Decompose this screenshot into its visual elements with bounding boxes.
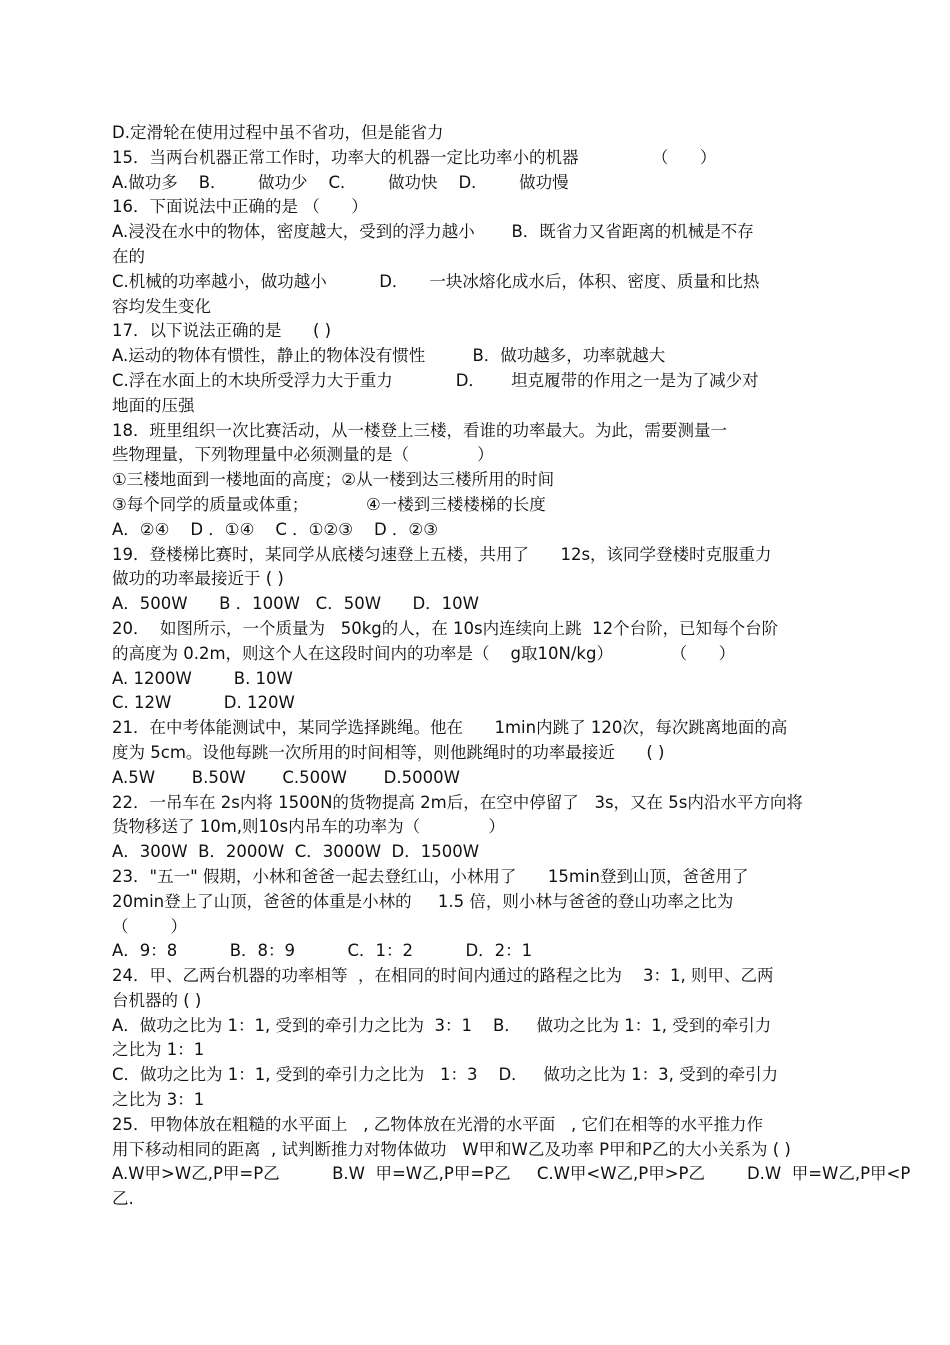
question-24: 24．甲、乙两台机器的功率相等 ，在相同的时间内通过的路程之比为 3：1, 则甲、乙两 — [112, 966, 774, 986]
text-line: ①三楼地面到一楼地面的高度；②从一楼到达三楼所用的时间 — [112, 470, 555, 490]
text-line: C.机械的功率越小，做功越小 D． 一块冰熔化成水后，体积、密度、质量和比热 — [112, 271, 760, 291]
text-line: A.做功多 B． 做功少 C． 做功快 D． 做功慢 — [112, 172, 569, 192]
text-line: 之比为 1：1 — [112, 1040, 205, 1060]
text-line: A．9：8 B．8：9 C．1：2 D．2：1 — [112, 941, 533, 961]
text-line: A.W甲>W乙,P甲=P乙 B.W 甲=W乙,P甲=P乙 C.W甲<W乙,P甲>P乙 D.W 甲=W乙,P甲<P — [112, 1164, 911, 1184]
text-line: A.5W B.50W C.500W D.5000W — [112, 767, 460, 787]
question-23: 23．"五一" 假期，小林和爸爸一起去登红山，小林用了 15min登到山顶，爸爸用了 — [112, 866, 749, 886]
question-16: 16．下面说法中正确的是 （ ） — [112, 197, 368, 217]
text-line: 度为 5cm。设他每跳一次所用的时间相等，则他跳绳时的功率最接近 ( ) — [112, 742, 665, 762]
text-line: ③每个同学的质量或体重； ④一楼到三楼楼梯的长度 — [112, 494, 546, 514]
text-line: A.浸没在水中的物体，密度越大，受到的浮力越小 B．既省力又省距离的机械是不存 — [112, 222, 754, 242]
text-line: A. 1200W B. 10W — [112, 668, 293, 688]
text-line: C.浮在水面上的木块所受浮力大于重力 D． 坦克履带的作用之一是为了减少对 — [112, 370, 759, 390]
question-17: 17．以下说法正确的是 ( ) — [112, 321, 332, 341]
question-25: 25．甲物体放在粗糙的水平面上 , 乙物体放在光滑的水平面 , 它们在相等的水平推力作 — [112, 1114, 763, 1134]
text-line: A．300W B．2000W C．3000W D．1500W — [112, 842, 480, 862]
text-line: A．②④ D ．①④ C ．①②③ D ．②③ — [112, 519, 439, 539]
question-18: 18．班里组织一次比赛活动，从一楼登上三楼，看谁的功率最大。为此，需要测量一 — [112, 420, 727, 440]
text-line: 容均发生变化 — [112, 296, 211, 316]
text-line: 在的 — [112, 246, 145, 266]
text-line: 之比为 3：1 — [112, 1090, 205, 1110]
text-line: 用下移动相同的距离 , 试判断推力对物体做功 W甲和W乙及功率 P甲和P乙的大小关系为 ( ) — [112, 1139, 791, 1159]
text-line: A.运动的物体有惯性，静止的物体没有惯性 B．做功越多，功率就越大 — [112, 346, 666, 366]
question-22: 22．一吊车在 2s内将 1500N的货物提高 2m后，在空中停留了 3s，又在 5s内沿水平方向将 — [112, 792, 803, 812]
text-line: 地面的压强 — [112, 395, 195, 415]
text-line: （ ） — [112, 916, 187, 936]
text-line: 台机器的 ( ) — [112, 990, 202, 1010]
text-line: 做功的功率最接近于 ( ) — [112, 569, 284, 589]
question-20: 20． 如图所示，一个质量为 50kg的人，在 10s内连续向上跳 12个台阶，已知每个台阶 — [112, 618, 779, 638]
question-19: 19．登楼梯比赛时，某同学从底楼匀速登上五楼，共用了 12s，该同学登楼时克服重力 — [112, 544, 772, 564]
document-page — [112, 121, 911, 1212]
text-line: 20min登上了山顶，爸爸的体重是小林的 1.5 倍，则小林与爸爸的登山功率之比为 — [112, 891, 734, 911]
text-line: 些物理量，下列物理量中必须测量的是（ ） — [112, 445, 494, 465]
text-line: A．做功之比为 1：1, 受到的牵引力之比为 3：1 B． 做功之比为 1：1, 受到的牵引力 — [112, 1015, 772, 1035]
text-line: C．做功之比为 1：1, 受到的牵引力之比为 1：3 D． 做功之比为 1：3, 受到的牵引力 — [112, 1065, 779, 1085]
text-line: 的高度为 0.2m，则这个人在这段时间内的功率是（ g取10N/kg） （ ） — [112, 643, 736, 663]
text-line: C. 12W D. 120W — [112, 693, 295, 713]
text-line: 乙. — [112, 1189, 134, 1209]
text-line: D.定滑轮在使用过程中虽不省功，但是能省力 — [112, 123, 444, 142]
question-15: 15．当两台机器正常工作时，功率大的机器一定比功率小的机器 （ ） — [112, 147, 717, 167]
question-21: 21．在中考体能测试中，某同学选择跳绳。他在 1min内跳了 120次，每次跳离地面的高 — [112, 718, 788, 738]
text-line: 货物移送了 10m,则10s内吊车的功率为（ ） — [112, 817, 505, 837]
text-line: A．500W B ．100W C．50W D．10W — [112, 594, 479, 614]
